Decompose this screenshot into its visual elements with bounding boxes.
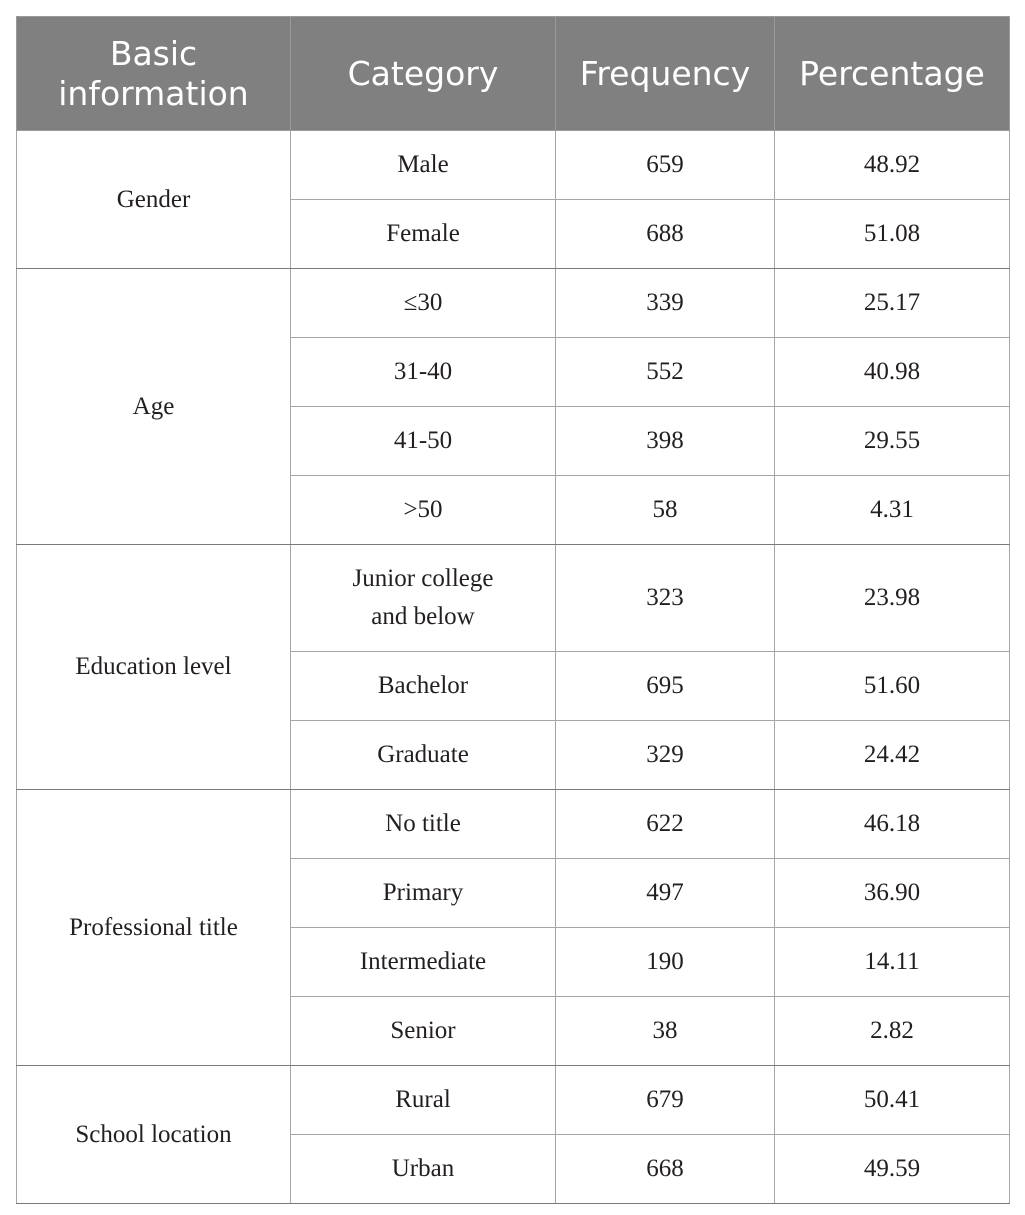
percentage-cell: 48.92 (775, 131, 1010, 200)
frequency-cell: 552 (556, 338, 775, 407)
table-row (17, 1066, 1010, 1135)
frequency-cell: 622 (556, 790, 775, 859)
category-cell: Male (291, 131, 556, 200)
frequency-cell: 668 (556, 1135, 775, 1204)
percentage-cell: 25.17 (775, 269, 1010, 338)
frequency-cell: 190 (556, 928, 775, 997)
group-label-school-location: School location (17, 1066, 291, 1204)
category-cell: Intermediate (291, 928, 556, 997)
category-cell: Bachelor (291, 652, 556, 721)
frequency-cell: 659 (556, 131, 775, 200)
header-percentage: Percentage (775, 17, 1010, 131)
category-cell: 41-50 (291, 407, 556, 476)
header-frequency: Frequency (556, 17, 775, 131)
frequency-cell: 398 (556, 407, 775, 476)
category-cell: Urban (291, 1135, 556, 1204)
group-label-education-level: Education level (17, 545, 291, 790)
category-cell: Primary (291, 859, 556, 928)
table-row (17, 790, 1010, 859)
category-cell: Senior (291, 997, 556, 1066)
category-cell (291, 545, 556, 652)
header-category: Category (291, 17, 556, 131)
frequency-cell: 688 (556, 200, 775, 269)
frequency-cell: 38 (556, 997, 775, 1066)
group-label-professional-title: Professional title (17, 790, 291, 1066)
table-row (17, 269, 1010, 338)
frequency-cell: 497 (556, 859, 775, 928)
frequency-cell: 323 (556, 545, 775, 652)
category-cell-text: Junior college and below (352, 565, 494, 630)
percentage-cell: 4.31 (775, 476, 1010, 545)
category-cell: ≤30 (291, 269, 556, 338)
percentage-cell: 49.59 (775, 1135, 1010, 1204)
category-cell: >50 (291, 476, 556, 545)
category-cell: 31-40 (291, 338, 556, 407)
percentage-cell: 40.98 (775, 338, 1010, 407)
category-cell: Female (291, 200, 556, 269)
group-label-gender: Gender (17, 131, 291, 269)
percentage-cell: 51.08 (775, 200, 1010, 269)
percentage-cell: 29.55 (775, 407, 1010, 476)
frequency-cell: 339 (556, 269, 775, 338)
percentage-cell: 50.41 (775, 1066, 1010, 1135)
frequency-cell: 329 (556, 721, 775, 790)
percentage-cell: 24.42 (775, 721, 1010, 790)
demographics-table (16, 16, 1010, 1204)
percentage-cell: 36.90 (775, 859, 1010, 928)
category-cell: No title (291, 790, 556, 859)
frequency-cell: 58 (556, 476, 775, 545)
table-row (17, 545, 1010, 652)
header-row (17, 17, 1010, 131)
table-row (17, 131, 1010, 200)
frequency-cell: 695 (556, 652, 775, 721)
percentage-cell: 46.18 (775, 790, 1010, 859)
percentage-cell: 23.98 (775, 545, 1010, 652)
category-cell: Rural (291, 1066, 556, 1135)
percentage-cell: 14.11 (775, 928, 1010, 997)
percentage-cell: 51.60 (775, 652, 1010, 721)
header-basic-information: Basic information (17, 17, 291, 131)
percentage-cell: 2.82 (775, 997, 1010, 1066)
frequency-cell: 679 (556, 1066, 775, 1135)
group-label-age: Age (17, 269, 291, 545)
category-cell: Graduate (291, 721, 556, 790)
